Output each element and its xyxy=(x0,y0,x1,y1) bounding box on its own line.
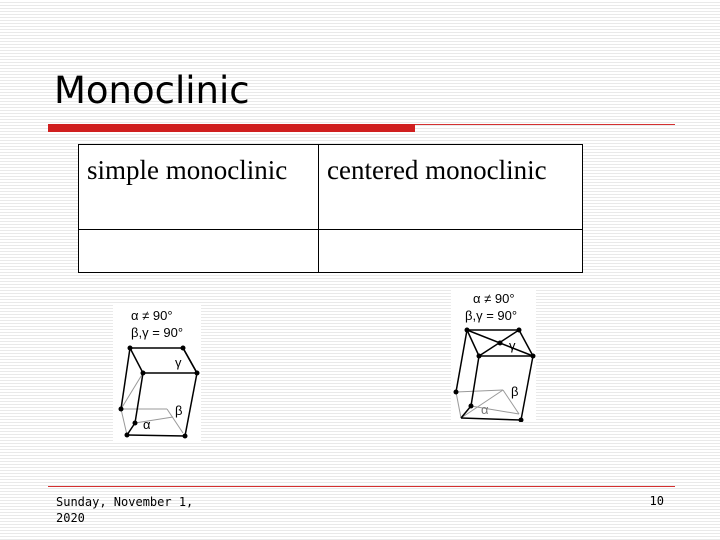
page-number: 10 xyxy=(649,494,664,508)
simple-monoclinic-figure xyxy=(113,305,201,442)
table-row xyxy=(79,145,583,230)
table-cell-empty xyxy=(319,230,583,273)
lattice-type-table xyxy=(78,144,583,273)
title-accent-bar xyxy=(48,124,415,132)
angle-condition-beta-gamma: β,γ = 90° xyxy=(465,308,518,323)
gamma-label: γ xyxy=(175,355,182,370)
centered-monoclinic-lattice-diagram xyxy=(451,288,536,422)
table-cell-empty xyxy=(79,230,319,273)
table-cell-simple-monoclinic: simple monoclinic xyxy=(79,145,319,230)
table-row xyxy=(79,230,583,273)
alpha-label: α xyxy=(143,417,151,432)
title-rule xyxy=(415,124,675,125)
alpha-label: α xyxy=(481,402,489,417)
footer-rule xyxy=(48,486,675,487)
beta-label: β xyxy=(175,403,183,418)
beta-label: β xyxy=(511,384,519,399)
slide-title: Monoclinic xyxy=(54,69,250,112)
angle-condition-beta-gamma: β,γ = 90° xyxy=(131,325,184,340)
gamma-label: γ xyxy=(509,338,516,353)
angle-condition-alpha: α ≠ 90° xyxy=(473,291,515,306)
simple-monoclinic-lattice-diagram xyxy=(113,305,201,442)
centered-monoclinic-figure xyxy=(451,288,536,422)
angle-condition-alpha: α ≠ 90° xyxy=(131,308,173,323)
footer-date: Sunday, November 1, 2020 xyxy=(56,495,194,525)
table-cell-centered-monoclinic: centered monoclinic xyxy=(319,145,583,230)
